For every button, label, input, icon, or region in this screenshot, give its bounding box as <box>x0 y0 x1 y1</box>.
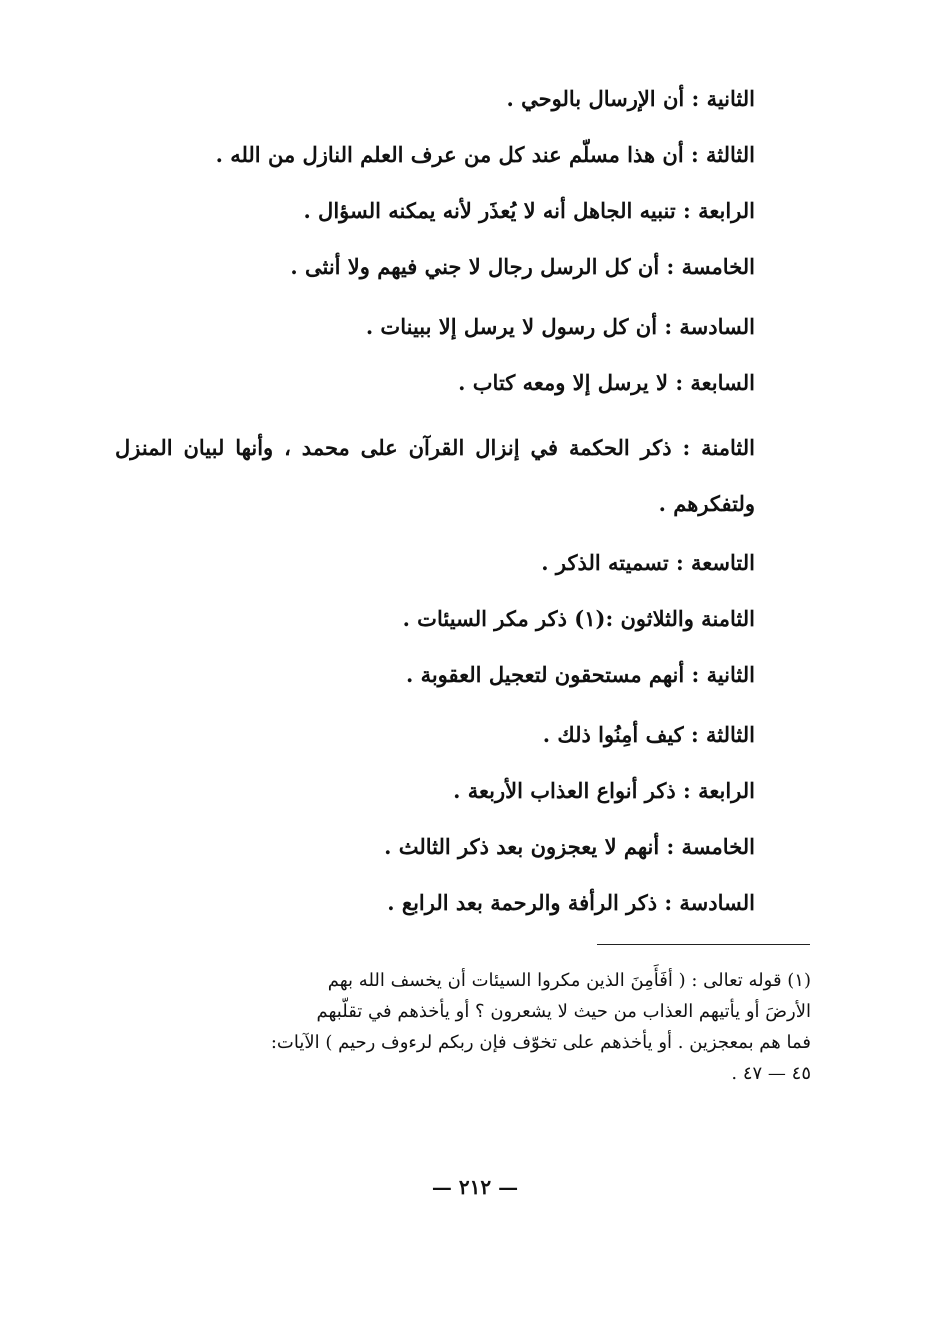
footnote <box>131 965 811 1089</box>
list-item: الثانية : أن الإرسال بالوحي . <box>506 86 755 111</box>
list-item: الثانية : أنهم مستحقون لتعجيل العقوبة . <box>405 662 755 687</box>
list-item: الخامسة : أنهم لا يعجزون بعد ذكر الثالث . <box>384 834 755 859</box>
footnote-line: (١) قوله تعالى : ( أفَأَمِنَ الذين مكروا السيئات أن يخسف الله بهم <box>327 970 811 991</box>
list-item: الرابعة : ذكر أنواع العذاب الأربعة . <box>453 778 755 803</box>
list-item: السادسة : ذكر الرأفة والرحمة بعد الرابع . <box>387 890 755 915</box>
footnote-line: فما هم بمعجزين . أو يأخذهم على تخوّف فإن ربكم لرءوف رحيم ) الآيات: <box>270 1032 811 1053</box>
list-item: السادسة : أن كل رسول لا يرسل إلا ببينات . <box>365 314 755 339</box>
list-item: التاسعة : تسميته الذكر . <box>541 550 755 575</box>
list-item: الثامنة والثلاثون :(١) ذكر مكر السيئات . <box>402 606 755 631</box>
list-item: السابعة : لا يرسل إلا ومعه كتاب . <box>458 370 755 395</box>
footnote-line: ٤٥ — ٤٧ . <box>731 1063 811 1084</box>
page-number: — ٢١٢ — <box>431 1175 519 1199</box>
list-item: الثالثة : أن هذا مسلّم عند كل من عرف العلم النازل من الله . <box>215 142 755 167</box>
list-item: الثامنة : ذكر الحكمة في إنزال القرآن على محمد ، وأنها لبيان المنزل ولتفكرهم . <box>115 435 755 516</box>
list-item: الخامسة : أن كل الرسل رجال لا جني فيهم ولا أنثى . <box>290 254 755 279</box>
footnote-line: الأرضَ أو يأتيهم العذاب من حيث لا يشعرون ؟ أو يأخذهم في تقلّبهم <box>316 1001 811 1022</box>
footnote-divider <box>597 944 810 945</box>
list-item: الرابعة : تنبيه الجاهل أنه لا يُعذَر لأنه يمكنه السؤال . <box>303 198 755 223</box>
list-item: الثالثة : كيف أمِنُوا ذلك . <box>542 722 755 747</box>
